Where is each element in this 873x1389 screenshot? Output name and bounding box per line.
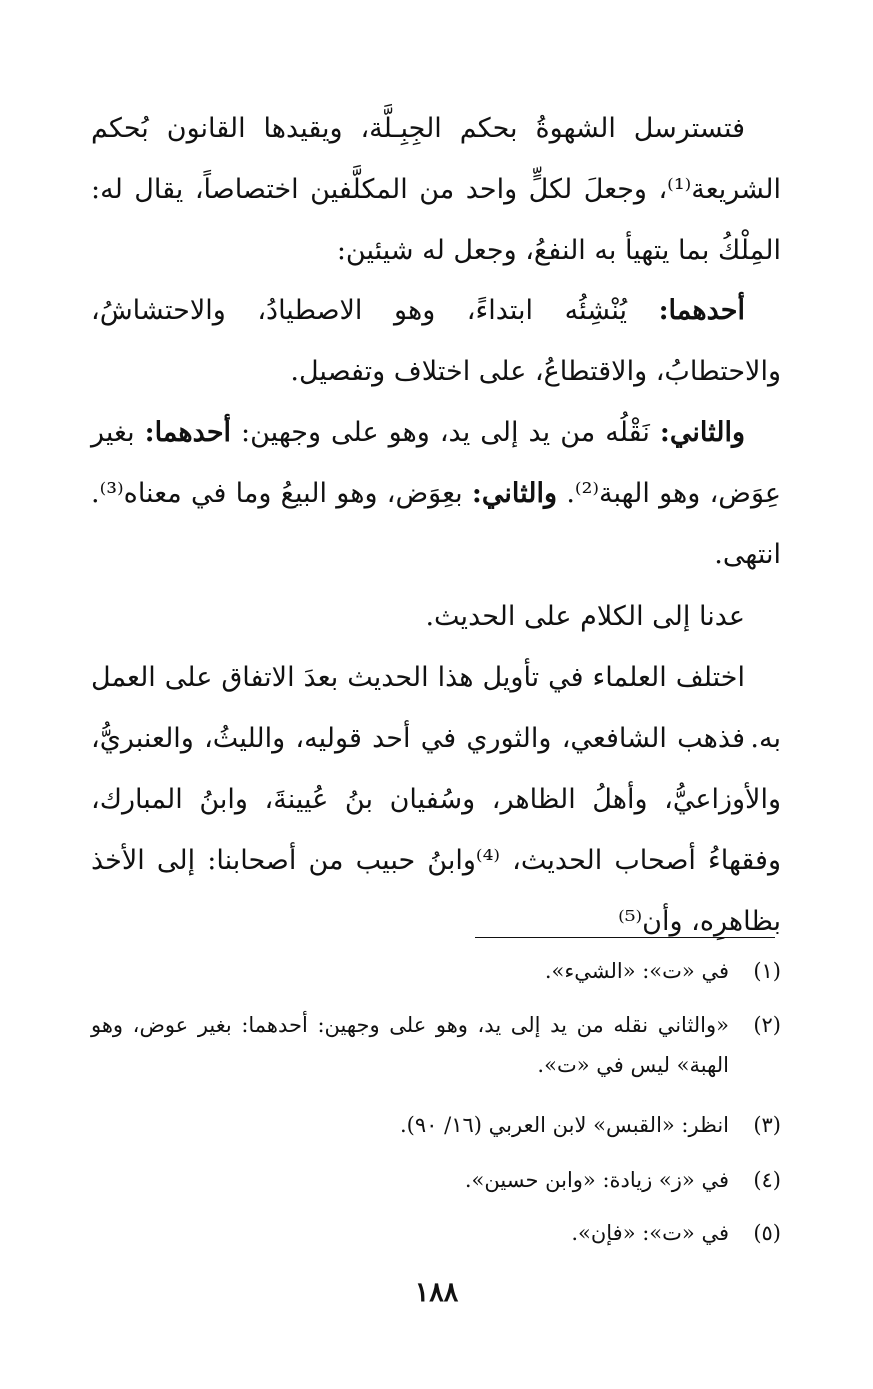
paragraph-shari-a-ownership: فتسترسل الشهوةُ بحكم الجِبِـلَّة، ويقيدها القانون بُحكم الشريعة⁽¹⁾، وجعلَ لكلٍّ واحد من المكلَّفين اختصاصاً، يقال له: المِلْكُ بما يتهيأ به النفعُ، وجعل له شيئين: bbox=[91, 113, 781, 266]
footnote-number: (٥) bbox=[753, 1221, 781, 1245]
footnote-text: في «ز» زيادة: «وابن حسين». bbox=[464, 1168, 729, 1192]
footnote-text: في «ت»: «فإن». bbox=[571, 1221, 729, 1245]
footnote-number: (٢) bbox=[753, 1013, 781, 1037]
footnote-text: انظر: «القبس» لابن العربي (١٦/ ٩٠). bbox=[400, 1113, 729, 1137]
second-type-heading: والثاني: bbox=[659, 417, 745, 448]
sub-first-heading: أحدهما: bbox=[144, 417, 232, 448]
footnote-number: (٣) bbox=[753, 1113, 781, 1137]
page-number: ١٨٨ bbox=[414, 1277, 459, 1308]
footnote-text: «والثاني نقله من يد إلى يد، وهو على وجهين: أحدهما: بغير عوض، وهو الهبة» ليس في «ت». bbox=[91, 1013, 729, 1077]
footnote-2 bbox=[91, 1005, 781, 1085]
footnote-5 bbox=[91, 1213, 781, 1253]
footnote-3 bbox=[91, 1105, 781, 1145]
first-type-text: يُنْشِئُه ابتداءً، وهو الاصطيادُ، والاحتشاشُ، والاحتطابُ، والاقتطاعُ، على اختلاف وتفصيل. bbox=[91, 295, 781, 387]
second-type-text: نَقْلُه من يد إلى يد، وهو على وجهين: bbox=[231, 417, 660, 448]
paragraph-return-to-hadith: عدنا إلى الكلام على الحديث. bbox=[425, 601, 745, 632]
footnote-text: في «ت»: «الشيء». bbox=[544, 959, 729, 983]
footnote-4 bbox=[91, 1160, 781, 1200]
footnote-number: (٤) bbox=[753, 1168, 781, 1192]
paragraph-scholars-list: فذهب الشافعي، والثوري في أحد قوليه، والليثُ، والعنبريُّ، والأوزاعيُّ، وأهلُ الظاهر، وسُفيان بنُ عُيينةَ، وابنُ المبارك، وفقهاءُ أصحاب الحديث، ⁽⁴⁾وابنُ حبيب من أصحابنا: إلى الأخذ بظاهرِه، وأن⁽⁵⁾ bbox=[91, 723, 782, 937]
first-type-heading: أحدهما: bbox=[658, 295, 745, 326]
footnote-separator bbox=[475, 937, 775, 938]
sub-first-text: بغير عِوَض، وهو الهبة⁽²⁾. bbox=[91, 417, 782, 509]
footnote-number: (١) bbox=[753, 959, 781, 983]
paragraph-second-type bbox=[91, 402, 781, 585]
paragraph-scholars-differ: اختلف العلماء في تأويل هذا الحديث بعدَ الاتفاق على العمل به. bbox=[91, 662, 781, 754]
paragraph-first-type bbox=[91, 280, 781, 402]
footnote-1 bbox=[91, 951, 781, 991]
sub-second-heading: والثاني: bbox=[471, 478, 558, 509]
sub-second-text: بعِوَض، وهو البيعُ وما في معناه⁽³⁾. انتهى. bbox=[91, 478, 781, 570]
